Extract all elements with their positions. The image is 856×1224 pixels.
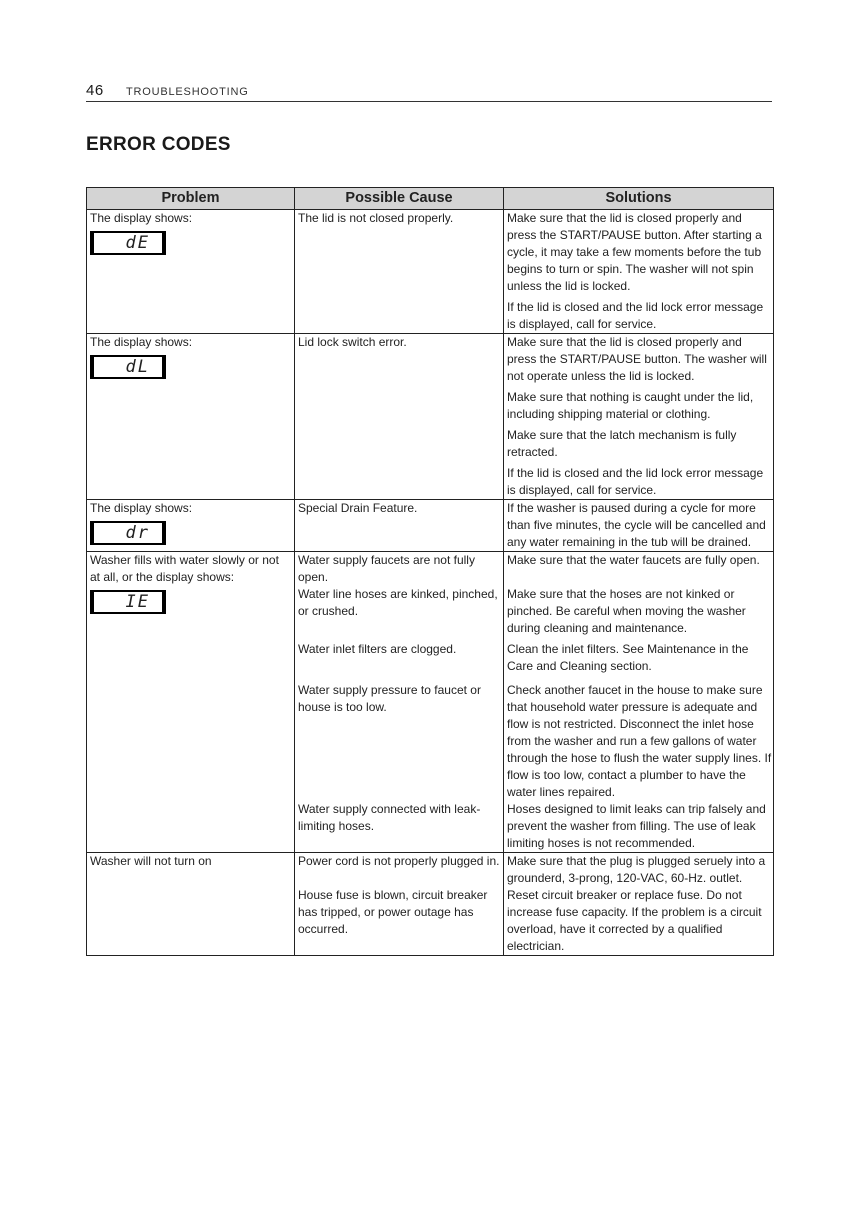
solution-cell [504, 500, 774, 552]
row-group-dr [87, 500, 774, 552]
problem-cell [87, 853, 295, 956]
solution-cell [504, 887, 774, 956]
error-code: IE [94, 592, 162, 612]
cause-cell [295, 552, 504, 587]
cause-text: Water supply faucets are not fully open. [298, 553, 475, 584]
page-title: ERROR CODES [86, 134, 231, 155]
problem-cell [87, 500, 295, 552]
solution-text: Check another faucet in the house to make sure that household water pressure is adequate and flow is not restricted. Disconnect the inlet hose from the washer and run a few gallons of water through the hose to flush the water supply lines. If flow is too low, contact a plumber to have the water lines repaired. [507, 683, 772, 799]
problem-text: Washer will not turn on [90, 854, 212, 868]
table-row [87, 500, 774, 552]
solution-text: Reset circuit breaker or replace fuse. Do not increase fuse capacity. If the problem is a circuit overload, have it corrected by a qualified electrician. [507, 888, 762, 953]
solution-text: Make sure that the hoses are not kinked or pinched. Be careful when moving the washer during cleaning and maintenance. [507, 587, 746, 635]
solution-cell [504, 552, 774, 587]
solution-cell [504, 675, 774, 801]
problem-cell [87, 210, 295, 334]
page-header [86, 82, 772, 102]
cause-text: Power cord is not properly plugged in. [298, 854, 500, 868]
cause-cell [295, 500, 504, 552]
cause-cell [295, 210, 504, 334]
cause-text: Lid lock switch error. [298, 335, 407, 349]
page-number: 46 [86, 82, 104, 99]
error-code: dE [94, 233, 162, 253]
problem-text: The display shows: [90, 211, 193, 225]
cause-cell [295, 675, 504, 801]
cause-text: House fuse is blown, circuit breaker has tripped, or power outage has occurred. [298, 888, 488, 936]
row-group-no-power [87, 853, 774, 956]
cause-text: Water supply pressure to faucet or house is too low. [298, 683, 481, 714]
solution-text: Make sure that nothing is caught under the lid, including shipping material or clothing. [507, 390, 754, 421]
cause-text: Water inlet filters are clogged. [298, 642, 457, 656]
problem-text: The display shows: [90, 335, 193, 349]
solution-cell [504, 637, 774, 675]
solution-text: If the lid is closed and the lid lock error message is displayed, call for service. [507, 466, 764, 497]
cause-cell [295, 586, 504, 637]
solution-text: Clean the inlet filters. See Maintenance in the Care and Cleaning section. [507, 642, 749, 673]
lcd-display-icon [90, 355, 166, 379]
table-row [87, 853, 774, 888]
problem-cell [87, 334, 295, 500]
solution-cell [504, 853, 774, 888]
section-title: TROUBLESHOOTING [126, 86, 249, 98]
table-row [87, 334, 774, 500]
cause-cell [295, 801, 504, 853]
problem-text: Washer fills with water slowly or not at all, or the display shows: [90, 553, 279, 584]
solution-text: Hoses designed to limit leaks can trip falsely and prevent the washer from filling. The use of leak limiting hoses is not recommended. [507, 802, 766, 850]
header-possible-cause: Possible Cause [295, 188, 504, 210]
cause-text: Special Drain Feature. [298, 501, 418, 515]
solution-cell [504, 210, 774, 334]
solution-text: Make sure that the lid is closed properly and press the START/PAUSE button. The washer will not operate unless the lid is locked. [507, 335, 767, 383]
solution-text: If the lid is closed and the lid lock error message is displayed, call for service. [507, 300, 764, 331]
cause-cell [295, 887, 504, 956]
lcd-display-icon [90, 231, 166, 255]
header-solutions: Solutions [504, 188, 774, 210]
problem-cell [87, 552, 295, 853]
cause-text: The lid is not closed properly. [298, 211, 454, 225]
row-group-dl [87, 334, 774, 500]
solution-text: Make sure that the water faucets are fully open. [507, 553, 760, 567]
cause-cell [295, 334, 504, 500]
table-row [87, 552, 774, 587]
cause-text: Water line hoses are kinked, pinched, or crushed. [298, 587, 498, 618]
solution-text: If the washer is paused during a cycle for more than five minutes, the cycle will be cancelled and any water remaining in the tub will be drained. [507, 501, 766, 549]
row-group-ie [87, 552, 774, 853]
solution-text: Make sure that the latch mechanism is fully retracted. [507, 428, 737, 459]
problem-text: The display shows: [90, 501, 193, 515]
error-code: dr [94, 523, 162, 543]
solution-cell [504, 801, 774, 853]
cause-text: Water supply connected with leak-limiting hoses. [298, 802, 481, 833]
lcd-display-icon [90, 590, 166, 614]
solution-cell [504, 586, 774, 637]
header-problem: Problem [87, 188, 295, 210]
table-header-row [87, 188, 774, 210]
error-code: dL [94, 357, 162, 377]
error-codes-table [86, 187, 774, 956]
cause-cell [295, 637, 504, 675]
lcd-display-icon [90, 521, 166, 545]
solution-text: Make sure that the lid is closed properly and press the START/PAUSE button. After starting a cycle, it may take a few moments before the tub begins to turn or spin. The washer will not spin unless the lid is locked. [507, 211, 762, 293]
solution-cell [504, 334, 774, 500]
cause-cell [295, 853, 504, 888]
solution-text: Make sure that the plug is plugged seruely into a grounderd, 3-prong, 120-VAC, 60-Hz. outlet. [507, 854, 766, 885]
table-row [87, 210, 774, 334]
row-group-de [87, 210, 774, 334]
